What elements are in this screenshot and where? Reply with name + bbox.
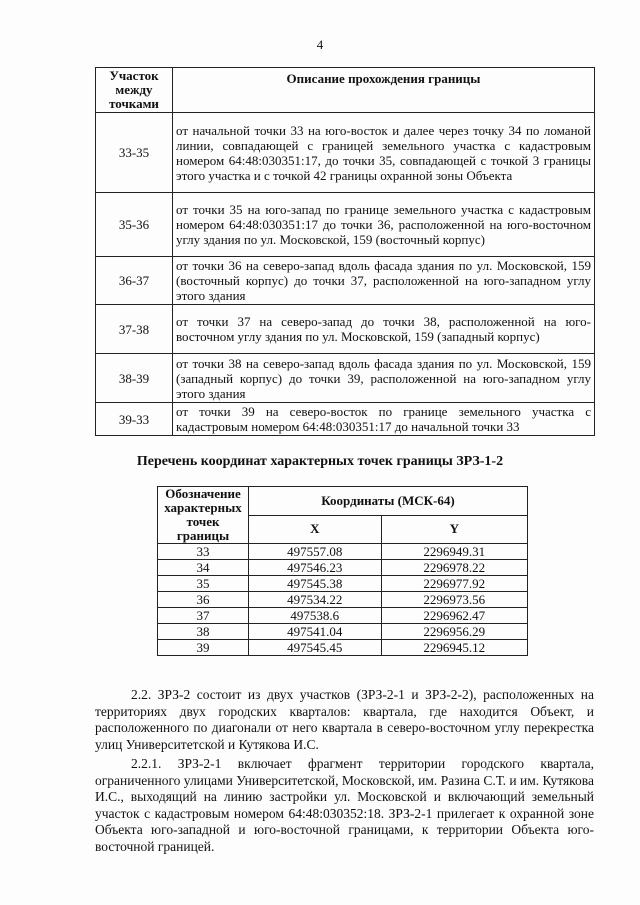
segment-cell: 33-35 [96,113,173,193]
description-cell: от точки 36 на северо-запад вдоль фасада здания по ул. Московской, 159 (восточный корпус) до точки 37, расположенной на юго-западном углу этого здания [173,257,595,305]
paragraph-text: 2.2. ЗРЗ-2 состоит из двух участков (ЗРЗ-2-1 и ЗРЗ-2-2), расположенных на территориях двух городских кварталов: квартала, где находится Объект, и расположенного по диагонали от него квартала в северо-восточном углу перекрестка улиц Университетской и Кутякова И.С. [95,687,594,752]
point-cell: 37 [158,608,249,624]
segment-cell: 37-38 [96,305,173,354]
y-cell: 2296949.31 [381,544,527,560]
description-cell: от точки 37 на северо-запад до точки 38, расположенной на юго-восточном углу здания по ул. Московской, 159 (западный корпус) [173,305,595,354]
x-cell: 497534.22 [249,592,382,608]
x-cell: 497541.04 [249,624,382,640]
y-cell: 2296978.22 [381,560,527,576]
table-row [96,193,595,257]
description-column-header: Описание прохождения границы [173,68,595,113]
table-row [96,113,595,193]
y-cell: 2296956.29 [381,624,527,640]
segment-cell: 38-39 [96,354,173,403]
point-column-header: Обозначение характерных точек границы [158,487,249,544]
segment-cell: 39-33 [96,403,173,436]
table-row [158,592,528,608]
y-cell: 2296977.92 [381,576,527,592]
y-cell: 2296962.47 [381,608,527,624]
description-cell: от точки 38 на северо-запад вдоль фасада здания по ул. Московской, 159 (западный корпус) до точки 39, расположенной на юго-западном углу этого здания [173,354,595,403]
x-column-header: X [249,515,382,544]
segment-cell: 35-36 [96,193,173,257]
description-cell: от точки 35 на юго-запад по границе земельного участка с кадастровым номером 64:48:030351:17 до точки 36, расположенной на юго-восточном углу здания по ул. Московской, 159 (восточный корпус) [173,193,595,257]
table-row [158,544,528,560]
table-row [158,624,528,640]
y-column-header: Y [381,515,527,544]
y-cell: 2296973.56 [381,592,527,608]
table-row [96,403,595,436]
point-cell: 36 [158,592,249,608]
x-cell: 497538.6 [249,608,382,624]
point-cell: 39 [158,640,249,656]
table-row [158,640,528,656]
y-cell: 2296945.12 [381,640,527,656]
point-cell: 33 [158,544,249,560]
boundary-description-table [95,67,595,436]
coordinates-column-header: Координаты (МСК-64) [249,487,528,516]
table-header-row [96,68,595,113]
point-cell: 38 [158,624,249,640]
point-cell: 35 [158,576,249,592]
x-cell: 497545.38 [249,576,382,592]
paragraph-2-2-1 [95,756,594,855]
x-cell: 497557.08 [249,544,382,560]
table-row [158,560,528,576]
description-cell: от точки 39 на северо-восток по границе земельного участка с кадастровым номером 64:48:030351:17 до начальной точки 33 [173,403,595,436]
table-row [158,576,528,592]
description-cell: от начальной точки 33 на юго-восток и далее через точку 34 по ломаной линии, совпадающей с границей земельного участка с кадастровым номером 64:48:030351:17, до точки 35, совпадающей с точкой 3 границы этого участка и с точкой 42 границы охранной зоны Объекта [173,113,595,193]
coordinates-section-title: Перечень координат характерных точек границы ЗРЗ-1-2 [136,454,504,469]
point-cell: 34 [158,560,249,576]
x-cell: 497545.45 [249,640,382,656]
table-header-row [158,487,528,516]
table-row [96,257,595,305]
segment-cell: 36-37 [96,257,173,305]
table-row [96,354,595,403]
segment-column-header: Участок между точками [96,68,173,113]
table-row [96,305,595,354]
paragraph-2-2 [95,687,594,753]
page-number: 4 [316,37,324,52]
x-cell: 497546.23 [249,560,382,576]
table-row [158,608,528,624]
paragraph-text: 2.2.1. ЗРЗ-2-1 включает фрагмент территории городского квартала, ограниченного улицами Университетской, Московской, им. Разина С.Т. и им. Кутякова И.С., выходящий на линию застройки ул. Московской и включающий земельный участок с кадастровым номером 64:48:030352:18. ЗРЗ-2-1 прилегает к охранной зоне Объекта юго-западной и юго-восточной границами, к территории Объекта юго-восточной границей. [95,756,594,854]
coordinates-table [157,486,528,656]
